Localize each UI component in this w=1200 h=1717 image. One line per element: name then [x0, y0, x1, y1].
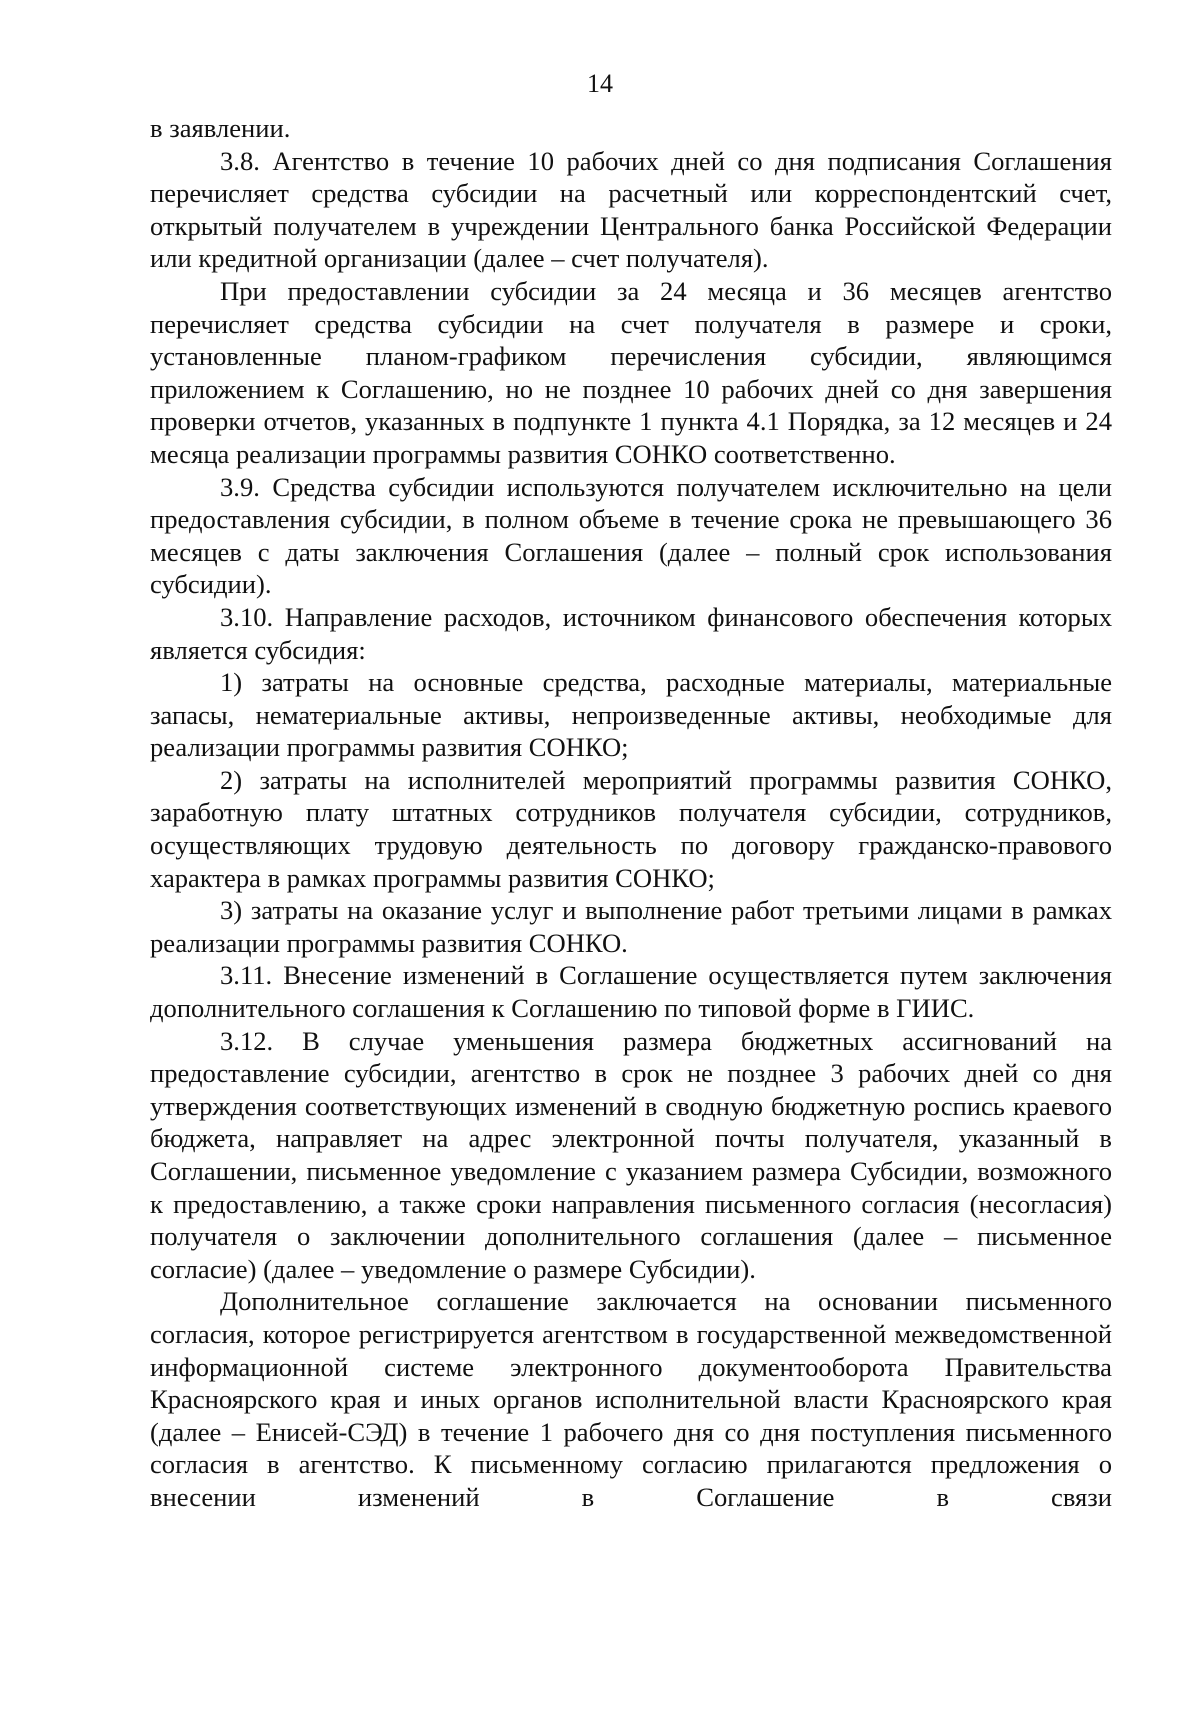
list-item: 3) затраты на оказание услуг и выполнение работ третьими лицами в рамках реализации программы развития СОНКО.	[150, 895, 1112, 958]
paragraph: в заявлении.	[150, 113, 291, 143]
paragraph: Дополнительное соглашение заключается на основании письменного согласия, которое регистрируется агентством в государственной межведомственной информационной системе электронного документооборота Правительства Красноярского края и иных органов исполнительной власти Красноярского края (далее – Енисей-СЭД) в течение 1 рабочего дня со дня поступления письменного согласия в агентство. К письменному согласию прилагаются предложения о внесении изменений в Соглашение в связи	[150, 1286, 1112, 1512]
paragraph: 3.12. В случае уменьшения размера бюджетных ассигнований на предоставление субсидии, агентство в срок не позднее 3 рабочих дней со дня утверждения соответствующих изменений в сводную бюджетную роспись краевого бюджета, направляет на адрес электронной почты получателя, указанный в Соглашении, письменное уведомление с указанием размера Субсидии, возможного к предоставлению, а также сроки направления письменного согласия (несогласия) получателя о заключении дополнительного соглашения (далее – письменное согласие) (далее – уведомление о размере Субсидии).	[150, 1025, 1112, 1284]
body-text	[150, 112, 1112, 1514]
page-number: 14	[587, 69, 613, 98]
list-item: 1) затраты на основные средства, расходные материалы, материальные запасы, нематериальные активы, непроизведенные активы, необходимые для реализации программы развития СОНКО;	[150, 667, 1112, 763]
list-item: 2) затраты на исполнителей мероприятий программы развития СОНКО, заработную плату штатных сотрудников получателя субсидии, сотрудников, осуществляющих трудовую деятельность по договору гражданско-правового характера в рамках программы развития СОНКО;	[150, 764, 1112, 893]
paragraph: 3.10. Направление расходов, источником финансового обеспечения которых является субсидия:	[150, 601, 1112, 665]
paragraph: При предоставлении субсидии за 24 месяца и 36 месяцев агентство перечисляет средства субсидии на счет получателя в размере и сроки, установленные планом-графиком перечисления субсидии, являющимся приложением к Соглашению, но не позднее 10 рабочих дней со дня завершения проверки отчетов, указанных в подпункте 1 пункта 4.1 Порядка, за 12 месяцев и 24 месяца реализации программы развития СОНКО соответственно.	[150, 275, 1112, 469]
paragraph: 3.11. Внесение изменений в Соглашение осуществляется путем заключения дополнительного соглашения к Соглашению по типовой форме в ГИИС.	[150, 960, 1112, 1024]
paragraph: 3.9. Средства субсидии используются получателем исключительно на цели предоставления субсидии, в полном объеме в течение срока не превышающего 36 месяцев с даты заключения Соглашения (далее – полный срок использования субсидии).	[150, 471, 1112, 600]
paragraph: 3.8. Агентство в течение 10 рабочих дней со дня подписания Соглашения перечисляет средства субсидии на расчетный или корреспондентский счет, открытый получателем в учреждении Центрального банка Российской Федерации или кредитной организации (далее – счет получателя).	[150, 145, 1112, 274]
